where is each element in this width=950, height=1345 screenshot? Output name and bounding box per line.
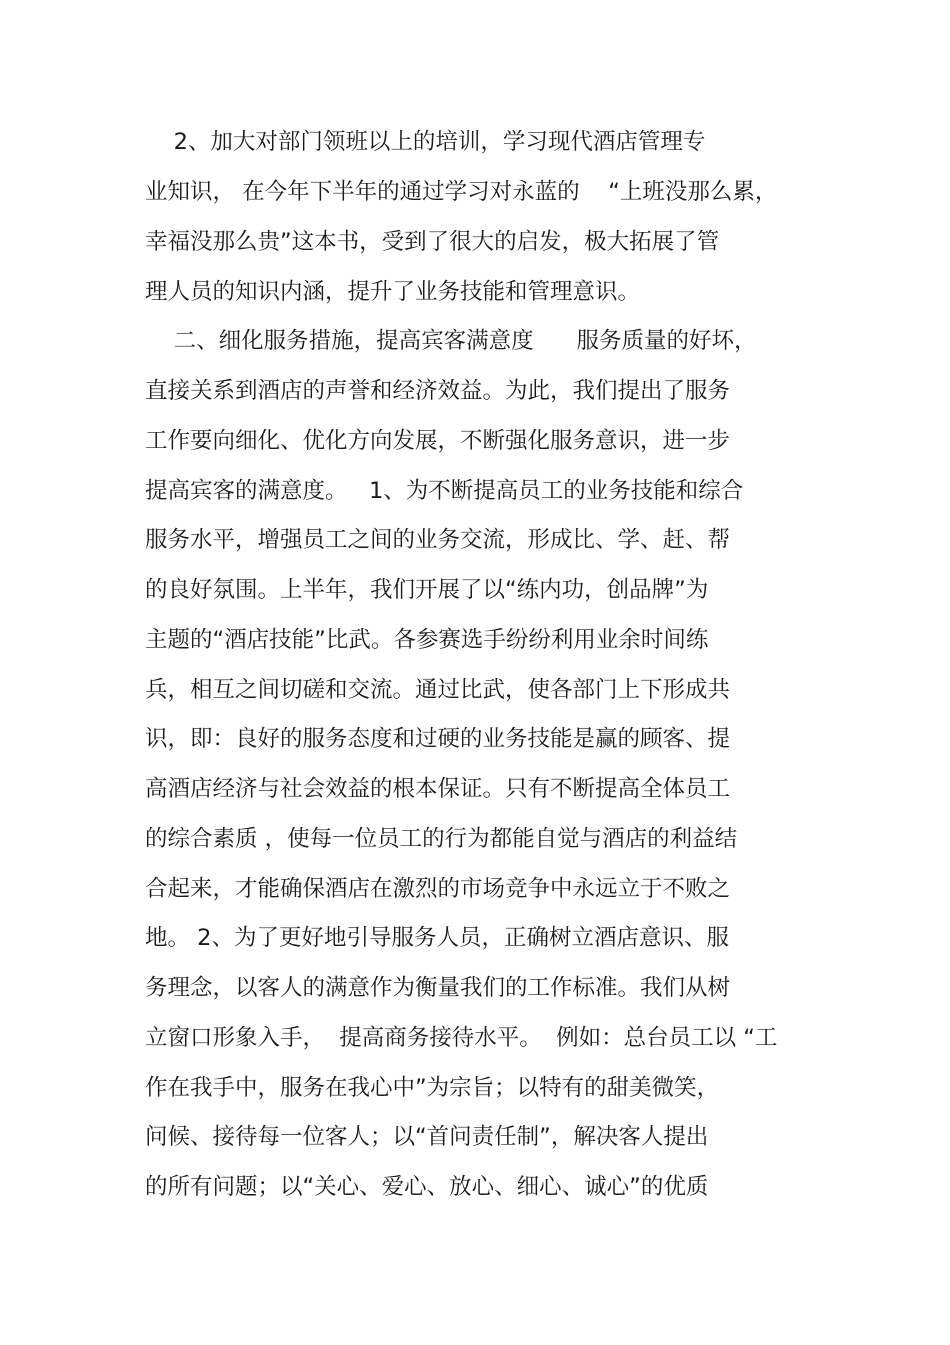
text-line: 问候、接待每一位客人；以“首问责任制”，解决客人提出: [145, 1124, 709, 1150]
text-line: 务理念，以客人的满意作为衡量我们的工作标准。我们从树: [145, 975, 731, 1001]
text-line: 2、加大对部门领班以上的培训，学习现代酒店管理专: [145, 129, 706, 155]
text-line: 的所有问题；以“关心、爱心、放心、细心、诚心”的优质: [145, 1174, 709, 1200]
text-line: 二、细化服务措施，提高宾客满意度 服务质量的好坏，: [145, 328, 757, 354]
text-line: 工作要向细化、优化方向发展，不断强化服务意识，进一步: [145, 428, 731, 454]
text-line: 幸福没那么贵”这本书，受到了很大的启发，极大拓展了管: [145, 229, 720, 255]
text-line: 兵，相互之间切磋和交流。通过比武，使各部门上下形成共: [145, 677, 731, 703]
text-line: 服务水平，增强员工之间的业务交流，形成比、学、赶、帮: [145, 527, 731, 553]
text-line: 提高宾客的满意度。 1、为不断提高员工的业务技能和综合: [145, 478, 744, 504]
text-line: 地。 2、为了更好地引导服务人员，正确树立酒店意识、服: [145, 925, 729, 951]
text-line: 识，即：良好的服务态度和过硬的业务技能是赢的顾客、提: [145, 726, 731, 752]
text-line: 作在我手中，服务在我心中”为宗旨；以特有的甜美微笑，: [145, 1075, 720, 1101]
text-line: 的良好氛围。上半年，我们开展了以“练内功，创品牌”为: [145, 577, 709, 603]
text-line: 立窗口形象入手， 提高商务接待水平。 例如：总台员工以 “工: [145, 1025, 778, 1051]
text-line: 直接关系到酒店的声誉和经济效益。为此，我们提出了服务: [145, 378, 731, 404]
text-line: 合起来，才能确保酒店在激烈的市场竞争中永远立于不败之: [145, 876, 731, 902]
text-line: 理人员的知识内涵，提升了业务技能和管理意识。: [145, 279, 641, 305]
text-line: 业知识， 在今年下半年的通过学习对永蓝的 “上班没那么累，: [145, 179, 778, 205]
text-line: 的综合素质 ，使每一位员工的行为都能自觉与酒店的利益结: [145, 826, 738, 852]
text-line: 主题的“酒店技能”比武。各参赛选手纷纷利用业余时间练: [145, 627, 709, 653]
text-line: 高酒店经济与社会效益的根本保证。只有不断提高全体员工: [145, 776, 731, 802]
